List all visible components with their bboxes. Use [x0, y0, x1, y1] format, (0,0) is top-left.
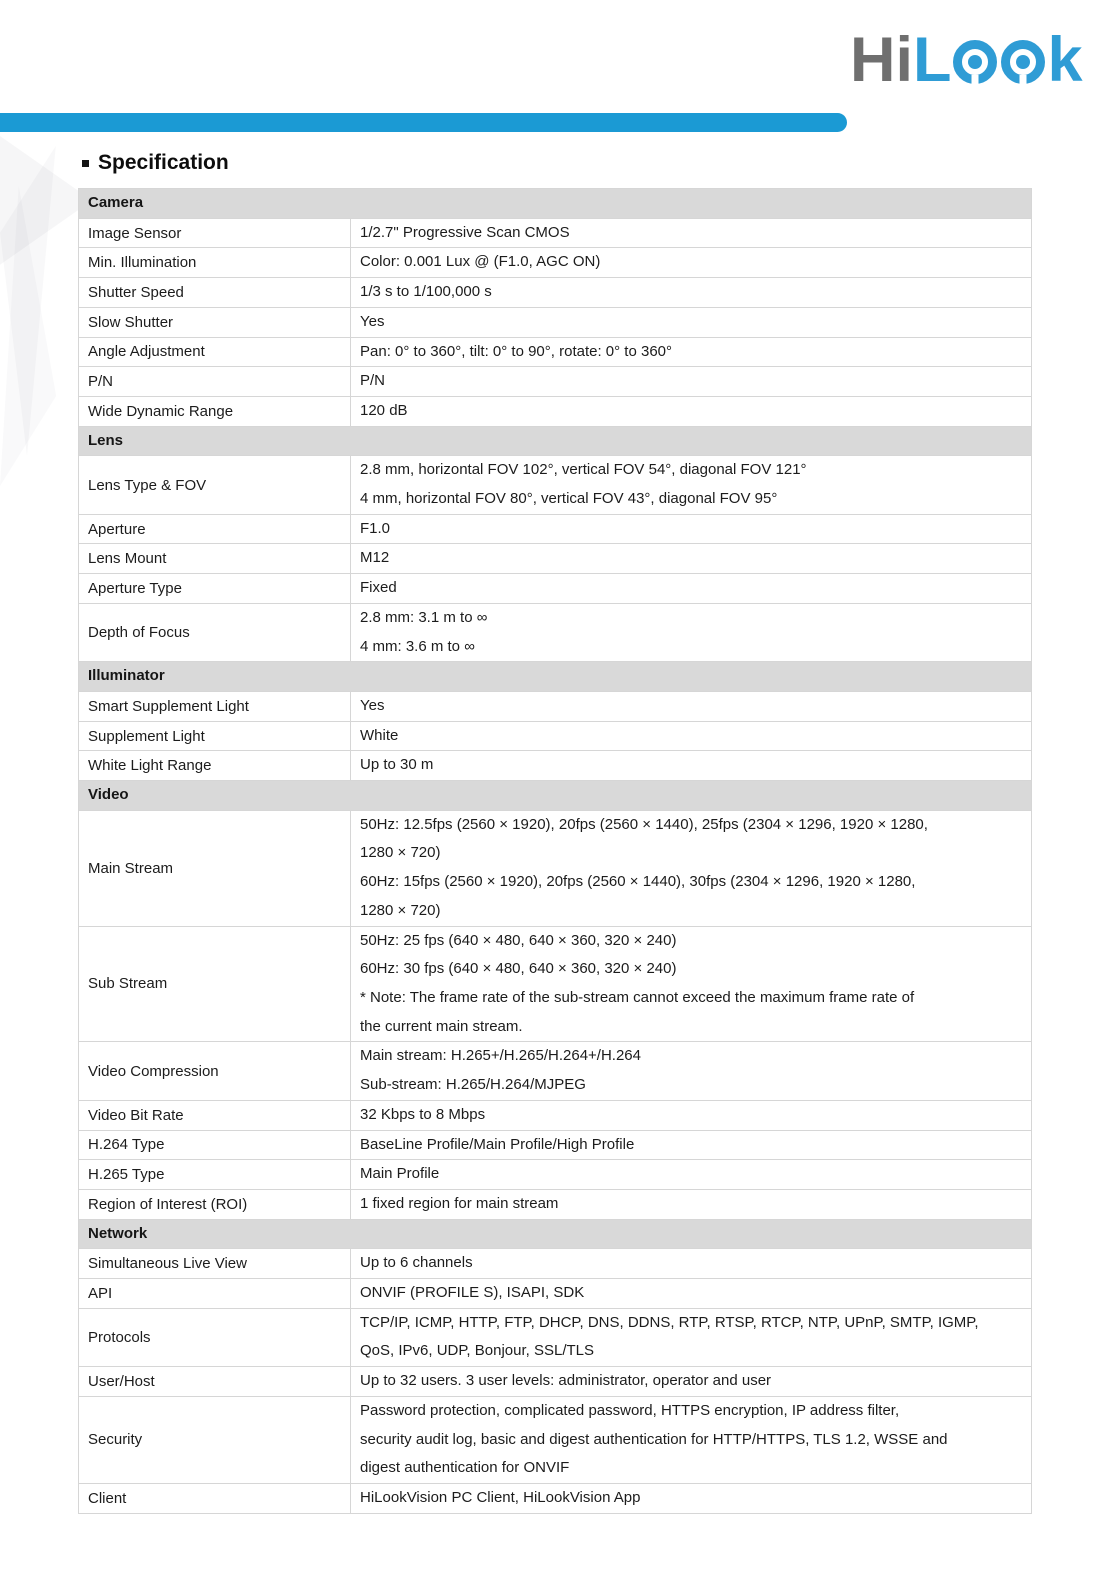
- spec-value-line: 2.8 mm: 3.1 m to ∞: [360, 608, 488, 626]
- spec-row: [79, 247, 1031, 277]
- spec-value: [351, 219, 1031, 248]
- section-header: Video: [79, 780, 1031, 810]
- spec-value: [351, 397, 1031, 426]
- spec-value: [351, 1131, 1031, 1160]
- spec-row: [79, 1248, 1031, 1278]
- spec-label: Client: [79, 1484, 351, 1513]
- logo-text-hi: Hi: [850, 25, 913, 95]
- spec-row: [79, 1366, 1031, 1396]
- spec-value: [351, 1249, 1031, 1278]
- spec-value-line: Color: 0.001 Lux @ (F1.0, AGC ON): [360, 253, 601, 271]
- spec-value-line: 1 fixed region for main stream: [360, 1194, 559, 1212]
- spec-value: [351, 1042, 1031, 1099]
- spec-value-line: Fixed: [360, 579, 397, 597]
- spec-row: [79, 366, 1031, 396]
- spec-label: Slow Shutter: [79, 308, 351, 337]
- spec-label: Simultaneous Live View: [79, 1249, 351, 1278]
- spec-label: Smart Supplement Light: [79, 692, 351, 721]
- spec-row: [79, 1159, 1031, 1189]
- spec-value-line: TCP/IP, ICMP, HTTP, FTP, DHCP, DNS, DDNS, RTP, RTSP, RTCP, NTP, UPnP, SMTP, IGMP,: [360, 1313, 979, 1331]
- spec-value-line: Main Profile: [360, 1165, 440, 1183]
- spec-value-line: 1/2.7" Progressive Scan CMOS: [360, 223, 570, 241]
- spec-row: [79, 1100, 1031, 1130]
- spec-label: H.264 Type: [79, 1131, 351, 1160]
- spec-value: [351, 692, 1031, 721]
- spec-value-line: security audit log, basic and digest authentication for HTTP/HTTPS, TLS 1.2, WSSE and: [360, 1430, 948, 1448]
- hilook-logo: [850, 24, 1083, 96]
- spec-row: [79, 277, 1031, 307]
- lens-dot: [968, 55, 982, 69]
- spec-label: User/Host: [79, 1367, 351, 1396]
- spec-value: [351, 515, 1031, 544]
- spec-value-line: 120 dB: [360, 401, 408, 419]
- spec-value-line: 1280 × 720): [360, 844, 441, 862]
- spec-label: Lens Type & FOV: [79, 456, 351, 513]
- spec-label: Lens Mount: [79, 544, 351, 573]
- spec-value: [351, 1190, 1031, 1219]
- spec-label: Video Compression: [79, 1042, 351, 1099]
- section-header: Network: [79, 1219, 1031, 1249]
- spec-row: [79, 750, 1031, 780]
- section-header: Camera: [79, 189, 1031, 218]
- spec-row: [79, 307, 1031, 337]
- spec-row: [79, 721, 1031, 751]
- spec-value-line: 1/3 s to 1/100,000 s: [360, 283, 492, 301]
- spec-row: [79, 926, 1031, 1042]
- spec-label: White Light Range: [79, 751, 351, 780]
- title-row: [82, 151, 229, 175]
- spec-value: [351, 574, 1031, 603]
- spec-value-line: Yes: [360, 696, 385, 714]
- spec-value-line: 50Hz: 25 fps (640 × 480, 640 × 360, 320 × 240): [360, 931, 677, 949]
- page-title: Specification: [98, 151, 229, 174]
- spec-value-line: P/N: [360, 372, 386, 390]
- spec-label: Security: [79, 1397, 351, 1483]
- watermark-triangle: [0, 146, 90, 456]
- spec-row: [79, 514, 1031, 544]
- spec-value: [351, 1279, 1031, 1308]
- spec-row: [79, 1483, 1031, 1513]
- lens-notch: [1020, 75, 1027, 84]
- section-header: Lens: [79, 426, 1031, 456]
- spec-value: [351, 722, 1031, 751]
- spec-row: [79, 1278, 1031, 1308]
- spec-value: [351, 338, 1031, 367]
- spec-label: Image Sensor: [79, 219, 351, 248]
- spec-value-line: 2.8 mm, horizontal FOV 102°, vertical FOV 54°, diagonal FOV 121°: [360, 461, 807, 479]
- spec-row: [79, 691, 1031, 721]
- spec-value: [351, 1484, 1031, 1513]
- spec-value-line: digest authentication for ONVIF: [360, 1459, 570, 1477]
- spec-row: [79, 573, 1031, 603]
- spec-row: [79, 1308, 1031, 1366]
- spec-label: Shutter Speed: [79, 278, 351, 307]
- spec-value: [351, 1397, 1031, 1483]
- spec-label: Depth of Focus: [79, 604, 351, 661]
- spec-value: [351, 604, 1031, 661]
- spec-label: Region of Interest (ROI): [79, 1190, 351, 1219]
- spec-label: P/N: [79, 367, 351, 396]
- spec-row: [79, 337, 1031, 367]
- spec-label: Video Bit Rate: [79, 1101, 351, 1130]
- spec-value-line: 60Hz: 30 fps (640 × 480, 640 × 360, 320 × 240): [360, 960, 677, 978]
- spec-row: [79, 810, 1031, 926]
- lens-dot: [1016, 55, 1030, 69]
- spec-value-line: 60Hz: 15fps (2560 × 1920), 20fps (2560 × 1440), 30fps (2304 × 1296, 1920 × 1280,: [360, 873, 916, 891]
- spec-value-line: White: [360, 726, 399, 744]
- spec-row: [79, 396, 1031, 426]
- spec-label: Wide Dynamic Range: [79, 397, 351, 426]
- logo-text-k: k: [1047, 25, 1083, 95]
- lens-o-icon: [953, 40, 997, 84]
- spec-value-line: 4 mm: 3.6 m to ∞: [360, 637, 475, 655]
- spec-row: [79, 543, 1031, 573]
- spec-table: [78, 188, 1032, 1514]
- spec-row: [79, 455, 1031, 513]
- section-header: Illuminator: [79, 661, 1031, 691]
- spec-value-line: 32 Kbps to 8 Mbps: [360, 1105, 486, 1123]
- square-bullet-icon: [82, 160, 89, 167]
- spec-label: Sub Stream: [79, 927, 351, 1042]
- spec-value-line: Up to 32 users. 3 user levels: administrator, operator and user: [360, 1372, 772, 1390]
- spec-row: [79, 603, 1031, 661]
- accent-bar: [0, 113, 847, 132]
- spec-value-line: Password protection, complicated password, HTTPS encryption, IP address filter,: [360, 1401, 900, 1419]
- spec-value: [351, 248, 1031, 277]
- spec-value: [351, 1367, 1031, 1396]
- spec-value-line: F1.0: [360, 519, 391, 537]
- spec-value: [351, 544, 1031, 573]
- spec-value: [351, 1309, 1031, 1366]
- spec-label: Min. Illumination: [79, 248, 351, 277]
- lens-o-icon: [1001, 40, 1045, 84]
- spec-value-line: 4 mm, horizontal FOV 80°, vertical FOV 43°, diagonal FOV 95°: [360, 490, 778, 508]
- spec-row: [79, 1189, 1031, 1219]
- spec-value-line: Up to 30 m: [360, 756, 434, 774]
- watermark-triangle: [0, 186, 72, 486]
- spec-label: H.265 Type: [79, 1160, 351, 1189]
- spec-row: [79, 1396, 1031, 1483]
- spec-value: [351, 1160, 1031, 1189]
- spec-value-line: Main stream: H.265+/H.265/H.264+/H.264: [360, 1047, 641, 1065]
- spec-row: [79, 1041, 1031, 1099]
- spec-label: Main Stream: [79, 811, 351, 926]
- spec-value: [351, 456, 1031, 513]
- spec-value-line: M12: [360, 549, 390, 567]
- spec-label: Supplement Light: [79, 722, 351, 751]
- spec-value-line: HiLookVision PC Client, HiLookVision App: [360, 1488, 641, 1506]
- spec-value-line: QoS, IPv6, UDP, Bonjour, SSL/TLS: [360, 1342, 595, 1360]
- spec-value-line: ONVIF (PROFILE S), ISAPI, SDK: [360, 1284, 585, 1302]
- spec-label: Protocols: [79, 1309, 351, 1366]
- spec-value-line: Pan: 0° to 360°, tilt: 0° to 90°, rotate: 0° to 360°: [360, 342, 673, 360]
- spec-value-line: BaseLine Profile/Main Profile/High Profile: [360, 1135, 635, 1153]
- spec-label: Aperture: [79, 515, 351, 544]
- spec-value: [351, 1101, 1031, 1130]
- lens-notch: [972, 75, 979, 84]
- spec-value-line: * Note: The frame rate of the sub-stream cannot exceed the maximum frame rate of: [360, 988, 915, 1006]
- spec-value: [351, 927, 1031, 1042]
- spec-label: Angle Adjustment: [79, 338, 351, 367]
- spec-value-line: Up to 6 channels: [360, 1254, 473, 1272]
- spec-label: API: [79, 1279, 351, 1308]
- spec-value: [351, 751, 1031, 780]
- logo-text-l: L: [913, 25, 952, 95]
- spec-value: [351, 278, 1031, 307]
- spec-value: [351, 367, 1031, 396]
- spec-value: [351, 308, 1031, 337]
- spec-value-line: 50Hz: 12.5fps (2560 × 1920), 20fps (2560 × 1440), 25fps (2304 × 1296, 1920 × 1280,: [360, 815, 928, 833]
- spec-value-line: the current main stream.: [360, 1017, 523, 1035]
- spec-value-line: 1280 × 720): [360, 901, 441, 919]
- spec-value-line: Yes: [360, 312, 385, 330]
- spec-value: [351, 811, 1031, 926]
- spec-row: [79, 218, 1031, 248]
- spec-row: [79, 1130, 1031, 1160]
- spec-label: Aperture Type: [79, 574, 351, 603]
- spec-value-line: Sub-stream: H.265/H.264/MJPEG: [360, 1076, 586, 1094]
